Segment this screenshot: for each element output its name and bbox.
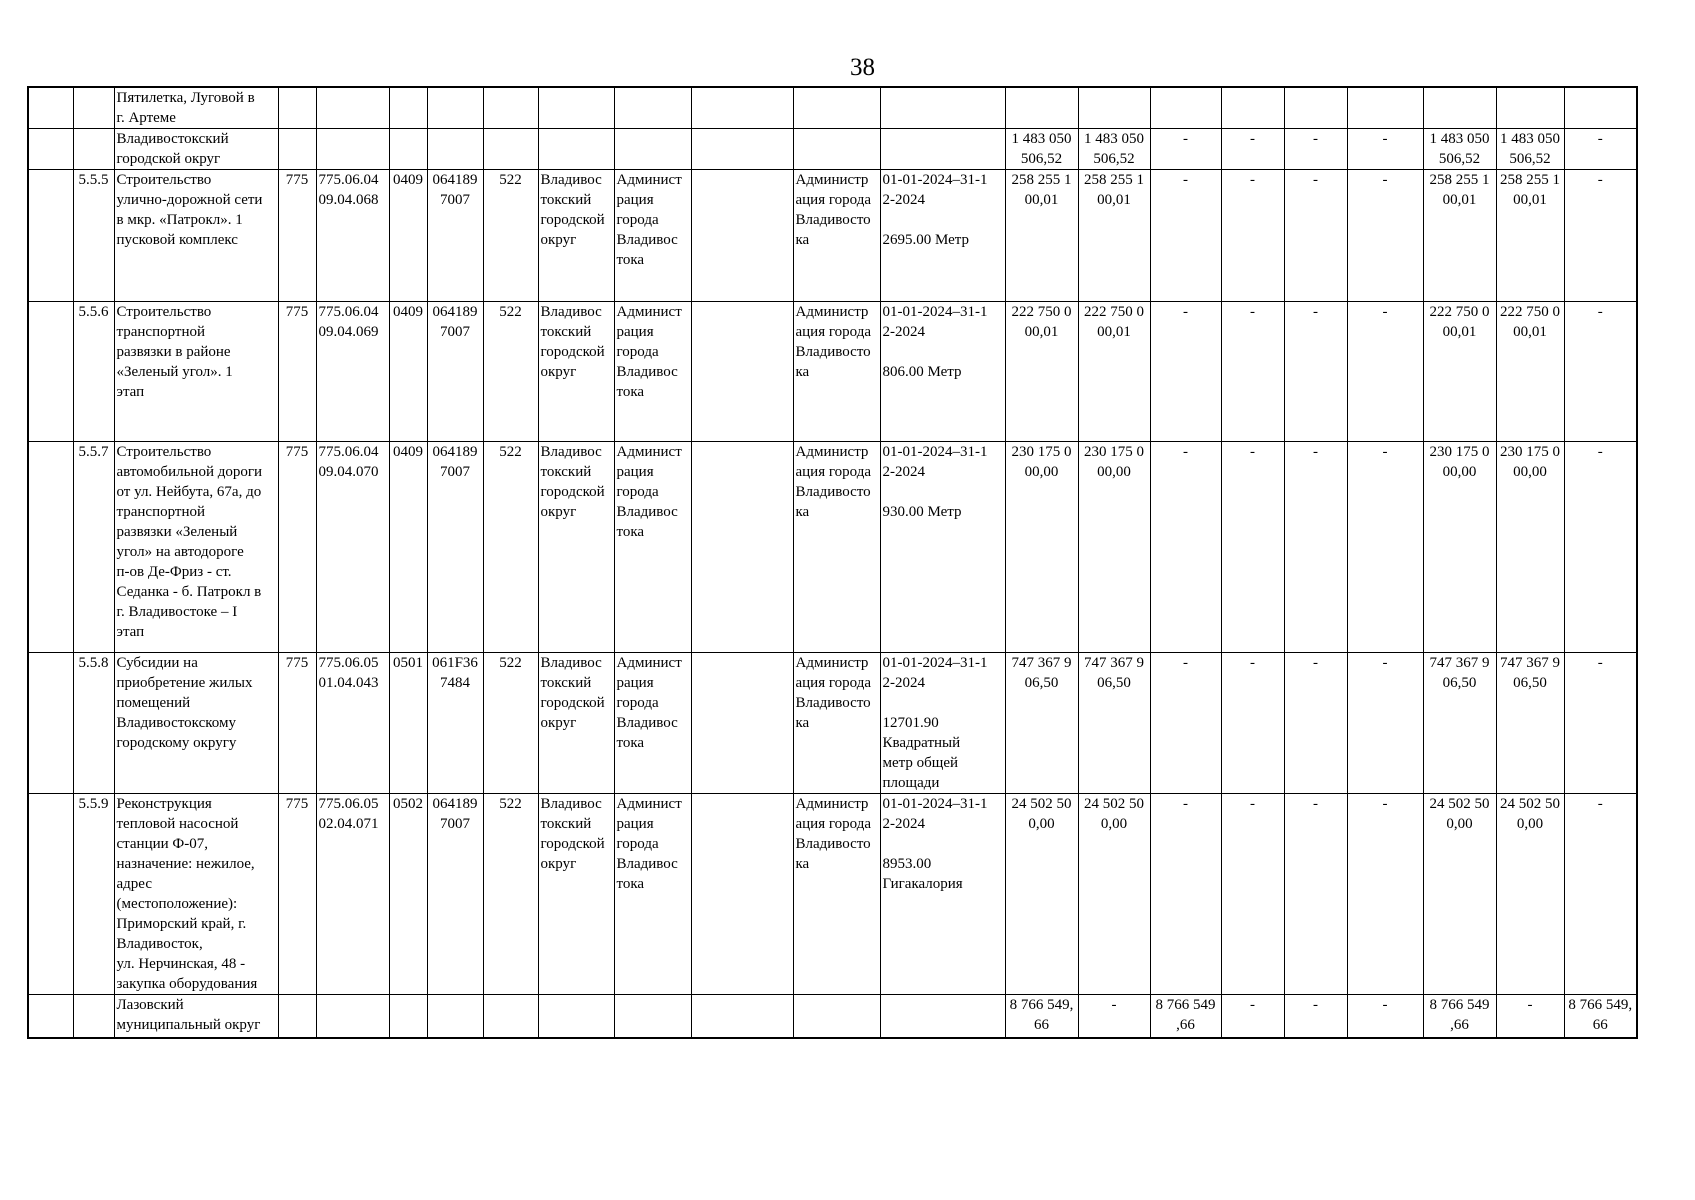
grbs-code: 775 [278, 794, 316, 995]
amount-col-9: 8 766 549, 66 [1564, 995, 1637, 1038]
section-code [389, 87, 427, 129]
amount-col-9: - [1564, 170, 1637, 302]
item-name: Строительство улично-дорожной сети в мкр. «Патрокл». 1 пусковой комплекс [114, 170, 278, 302]
amount-col-8 [1496, 87, 1564, 129]
grbs-code: 775 [278, 442, 316, 653]
empty-column [691, 170, 793, 302]
table-row [28, 129, 1637, 170]
expense-type [483, 87, 538, 129]
item-number: 5.5.6 [73, 302, 114, 442]
amount-col-7 [1423, 87, 1496, 129]
program-code [316, 995, 389, 1038]
empty-column [691, 653, 793, 794]
customer [614, 129, 691, 170]
empty-column [691, 995, 793, 1038]
blank-cell [28, 129, 73, 170]
amount-col-8: 24 502 50 0,00 [1496, 794, 1564, 995]
expense-type: 522 [483, 302, 538, 442]
program-code: 775.06.04 09.04.068 [316, 170, 389, 302]
amount-regional [1078, 87, 1150, 129]
item-number [73, 87, 114, 129]
customer: Админист рация города Владивос тока [614, 653, 691, 794]
customer [614, 995, 691, 1038]
amount-col-3: - [1150, 170, 1221, 302]
amount-col-5: - [1284, 794, 1347, 995]
blank-cell [28, 87, 73, 129]
empty-column [691, 87, 793, 129]
program-code: 775.06.04 09.04.070 [316, 442, 389, 653]
amount-col-3: - [1150, 794, 1221, 995]
amount-col-6: - [1347, 794, 1423, 995]
amount-col-8: 222 750 0 00,01 [1496, 302, 1564, 442]
page-number: 38 [850, 54, 875, 81]
amount-col-7: 24 502 50 0,00 [1423, 794, 1496, 995]
customer [614, 87, 691, 129]
amount-col-6: - [1347, 653, 1423, 794]
empty-column [691, 442, 793, 653]
term-and-result: 01-01-2024–31-1 2-2024 2695.00 Метр [880, 170, 1005, 302]
amount-col-4 [1221, 87, 1284, 129]
item-number [73, 129, 114, 170]
grbs-code [278, 129, 316, 170]
amount-col-5: - [1284, 442, 1347, 653]
item-number: 5.5.5 [73, 170, 114, 302]
municipality [538, 87, 614, 129]
amount-col-6: - [1347, 442, 1423, 653]
section-code: 0409 [389, 442, 427, 653]
amount-col-9: - [1564, 794, 1637, 995]
amount-total: 747 367 9 06,50 [1005, 653, 1078, 794]
amount-col-5: - [1284, 129, 1347, 170]
amount-col-6: - [1347, 302, 1423, 442]
target-article [427, 87, 483, 129]
amount-col-5: - [1284, 170, 1347, 302]
item-number [73, 995, 114, 1038]
amount-col-4: - [1221, 995, 1284, 1038]
amount-col-6: - [1347, 995, 1423, 1038]
amount-regional: 258 255 1 00,01 [1078, 170, 1150, 302]
amount-total: 1 483 050 506,52 [1005, 129, 1078, 170]
item-name: Реконструкция тепловой насосной станции Ф-07, назначение: нежилое, адрес (местоположение): Приморский край, г. Владивосток, ул. Нерчинская, 48 - закупка оборудования [114, 794, 278, 995]
grbs-code [278, 87, 316, 129]
program-code: 775.06.04 09.04.069 [316, 302, 389, 442]
amount-col-9: - [1564, 442, 1637, 653]
amount-col-7: 8 766 549 ,66 [1423, 995, 1496, 1038]
amount-col-3: - [1150, 653, 1221, 794]
item-number: 5.5.9 [73, 794, 114, 995]
budget-table [27, 86, 1638, 1039]
grbs-code: 775 [278, 653, 316, 794]
section-code: 0501 [389, 653, 427, 794]
amount-col-7: 747 367 9 06,50 [1423, 653, 1496, 794]
executor [793, 995, 880, 1038]
amount-regional: - [1078, 995, 1150, 1038]
expense-type: 522 [483, 170, 538, 302]
amount-col-9: - [1564, 129, 1637, 170]
term-and-result: 01-01-2024–31-1 2-2024 930.00 Метр [880, 442, 1005, 653]
amount-col-9 [1564, 87, 1637, 129]
municipality [538, 995, 614, 1038]
executor: Администр ация города Владивосто ка [793, 653, 880, 794]
item-name: Строительство транспортной развязки в районе «Зеленый угол». 1 этап [114, 302, 278, 442]
executor: Администр ация города Владивосто ка [793, 794, 880, 995]
municipality [538, 129, 614, 170]
municipality: Владивос токский городской округ [538, 170, 614, 302]
amount-col-7: 258 255 1 00,01 [1423, 170, 1496, 302]
blank-cell [28, 302, 73, 442]
target-article: 064189 7007 [427, 302, 483, 442]
amount-col-3 [1150, 87, 1221, 129]
item-name: Субсидии на приобретение жилых помещений Владивостокскому городскому округу [114, 653, 278, 794]
table-row [28, 794, 1637, 995]
amount-col-7: 222 750 0 00,01 [1423, 302, 1496, 442]
program-code: 775.06.05 01.04.043 [316, 653, 389, 794]
municipality: Владивос токский городской округ [538, 653, 614, 794]
executor: Администр ация города Владивосто ка [793, 442, 880, 653]
expense-type [483, 995, 538, 1038]
table-row [28, 170, 1637, 302]
amount-regional: 1 483 050 506,52 [1078, 129, 1150, 170]
empty-column [691, 302, 793, 442]
amount-col-5: - [1284, 302, 1347, 442]
target-article: 064189 7007 [427, 170, 483, 302]
amount-col-8: - [1496, 995, 1564, 1038]
amount-col-9: - [1564, 653, 1637, 794]
table-row [28, 653, 1637, 794]
expense-type: 522 [483, 653, 538, 794]
target-article [427, 129, 483, 170]
grbs-code [278, 995, 316, 1038]
amount-col-8: 258 255 1 00,01 [1496, 170, 1564, 302]
amount-col-4: - [1221, 129, 1284, 170]
blank-cell [28, 653, 73, 794]
customer: Админист рация города Владивос тока [614, 302, 691, 442]
amount-regional: 222 750 0 00,01 [1078, 302, 1150, 442]
amount-col-4: - [1221, 442, 1284, 653]
municipality: Владивос токский городской округ [538, 302, 614, 442]
amount-col-5: - [1284, 995, 1347, 1038]
amount-col-7: 230 175 0 00,00 [1423, 442, 1496, 653]
amount-col-3: - [1150, 302, 1221, 442]
expense-type [483, 129, 538, 170]
amount-col-4: - [1221, 170, 1284, 302]
executor: Администр ация города Владивосто ка [793, 302, 880, 442]
amount-col-7: 1 483 050 506,52 [1423, 129, 1496, 170]
executor [793, 87, 880, 129]
section-code: 0409 [389, 302, 427, 442]
program-code [316, 129, 389, 170]
amount-total: 8 766 549, 66 [1005, 995, 1078, 1038]
grbs-code: 775 [278, 302, 316, 442]
blank-cell [28, 794, 73, 995]
amount-col-6 [1347, 87, 1423, 129]
amount-col-8: 1 483 050 506,52 [1496, 129, 1564, 170]
item-name: Строительство автомобильной дороги от ул. Нейбута, 67а, до транспортной развязки «Зеленый угол» на автодороге п-ов Де-Фриз - ст. Седанка - б. Патрокл в г. Владивостоке – I этап [114, 442, 278, 653]
table-row [28, 302, 1637, 442]
amount-col-3: - [1150, 442, 1221, 653]
target-article: 064189 7007 [427, 442, 483, 653]
amount-total: 230 175 0 00,00 [1005, 442, 1078, 653]
section-code: 0502 [389, 794, 427, 995]
item-name: Пятилетка, Луговой в г. Артеме [114, 87, 278, 129]
expense-type: 522 [483, 794, 538, 995]
item-number: 5.5.7 [73, 442, 114, 653]
amount-col-5 [1284, 87, 1347, 129]
target-article: 061F36 7484 [427, 653, 483, 794]
section-code: 0409 [389, 170, 427, 302]
amount-col-9: - [1564, 302, 1637, 442]
blank-cell [28, 442, 73, 653]
empty-column [691, 129, 793, 170]
executor: Администр ация города Владивосто ка [793, 170, 880, 302]
municipality: Владивос токский городской округ [538, 794, 614, 995]
section-code [389, 995, 427, 1038]
amount-col-4: - [1221, 302, 1284, 442]
expense-type: 522 [483, 442, 538, 653]
customer: Админист рация города Владивос тока [614, 442, 691, 653]
blank-cell [28, 995, 73, 1038]
amount-regional: 747 367 9 06,50 [1078, 653, 1150, 794]
term-and-result [880, 129, 1005, 170]
item-name: Лазовский муниципальный округ [114, 995, 278, 1038]
grbs-code: 775 [278, 170, 316, 302]
amount-total: 24 502 50 0,00 [1005, 794, 1078, 995]
amount-col-3: - [1150, 129, 1221, 170]
amount-col-8: 230 175 0 00,00 [1496, 442, 1564, 653]
amount-col-3: 8 766 549 ,66 [1150, 995, 1221, 1038]
term-and-result: 01-01-2024–31-1 2-2024 12701.90 Квадратный метр общей площади [880, 653, 1005, 794]
amount-total: 222 750 0 00,01 [1005, 302, 1078, 442]
amount-col-5: - [1284, 653, 1347, 794]
executor [793, 129, 880, 170]
amount-total [1005, 87, 1078, 129]
term-and-result [880, 87, 1005, 129]
amount-col-6: - [1347, 129, 1423, 170]
item-name: Владивостокский городской округ [114, 129, 278, 170]
empty-column [691, 794, 793, 995]
amount-regional: 24 502 50 0,00 [1078, 794, 1150, 995]
customer: Админист рация города Владивос тока [614, 794, 691, 995]
amount-regional: 230 175 0 00,00 [1078, 442, 1150, 653]
term-and-result: 01-01-2024–31-1 2-2024 8953.00 Гигакалория [880, 794, 1005, 995]
program-code: 775.06.05 02.04.071 [316, 794, 389, 995]
item-number: 5.5.8 [73, 653, 114, 794]
amount-col-8: 747 367 9 06,50 [1496, 653, 1564, 794]
table-row [28, 995, 1637, 1038]
term-and-result [880, 995, 1005, 1038]
blank-cell [28, 170, 73, 302]
amount-total: 258 255 1 00,01 [1005, 170, 1078, 302]
term-and-result: 01-01-2024–31-1 2-2024 806.00 Метр [880, 302, 1005, 442]
customer: Админист рация города Владивос тока [614, 170, 691, 302]
section-code [389, 129, 427, 170]
table-row [28, 87, 1637, 129]
program-code [316, 87, 389, 129]
amount-col-6: - [1347, 170, 1423, 302]
table-row [28, 442, 1637, 653]
amount-col-4: - [1221, 794, 1284, 995]
target-article: 064189 7007 [427, 794, 483, 995]
amount-col-4: - [1221, 653, 1284, 794]
municipality: Владивос токский городской округ [538, 442, 614, 653]
target-article [427, 995, 483, 1038]
